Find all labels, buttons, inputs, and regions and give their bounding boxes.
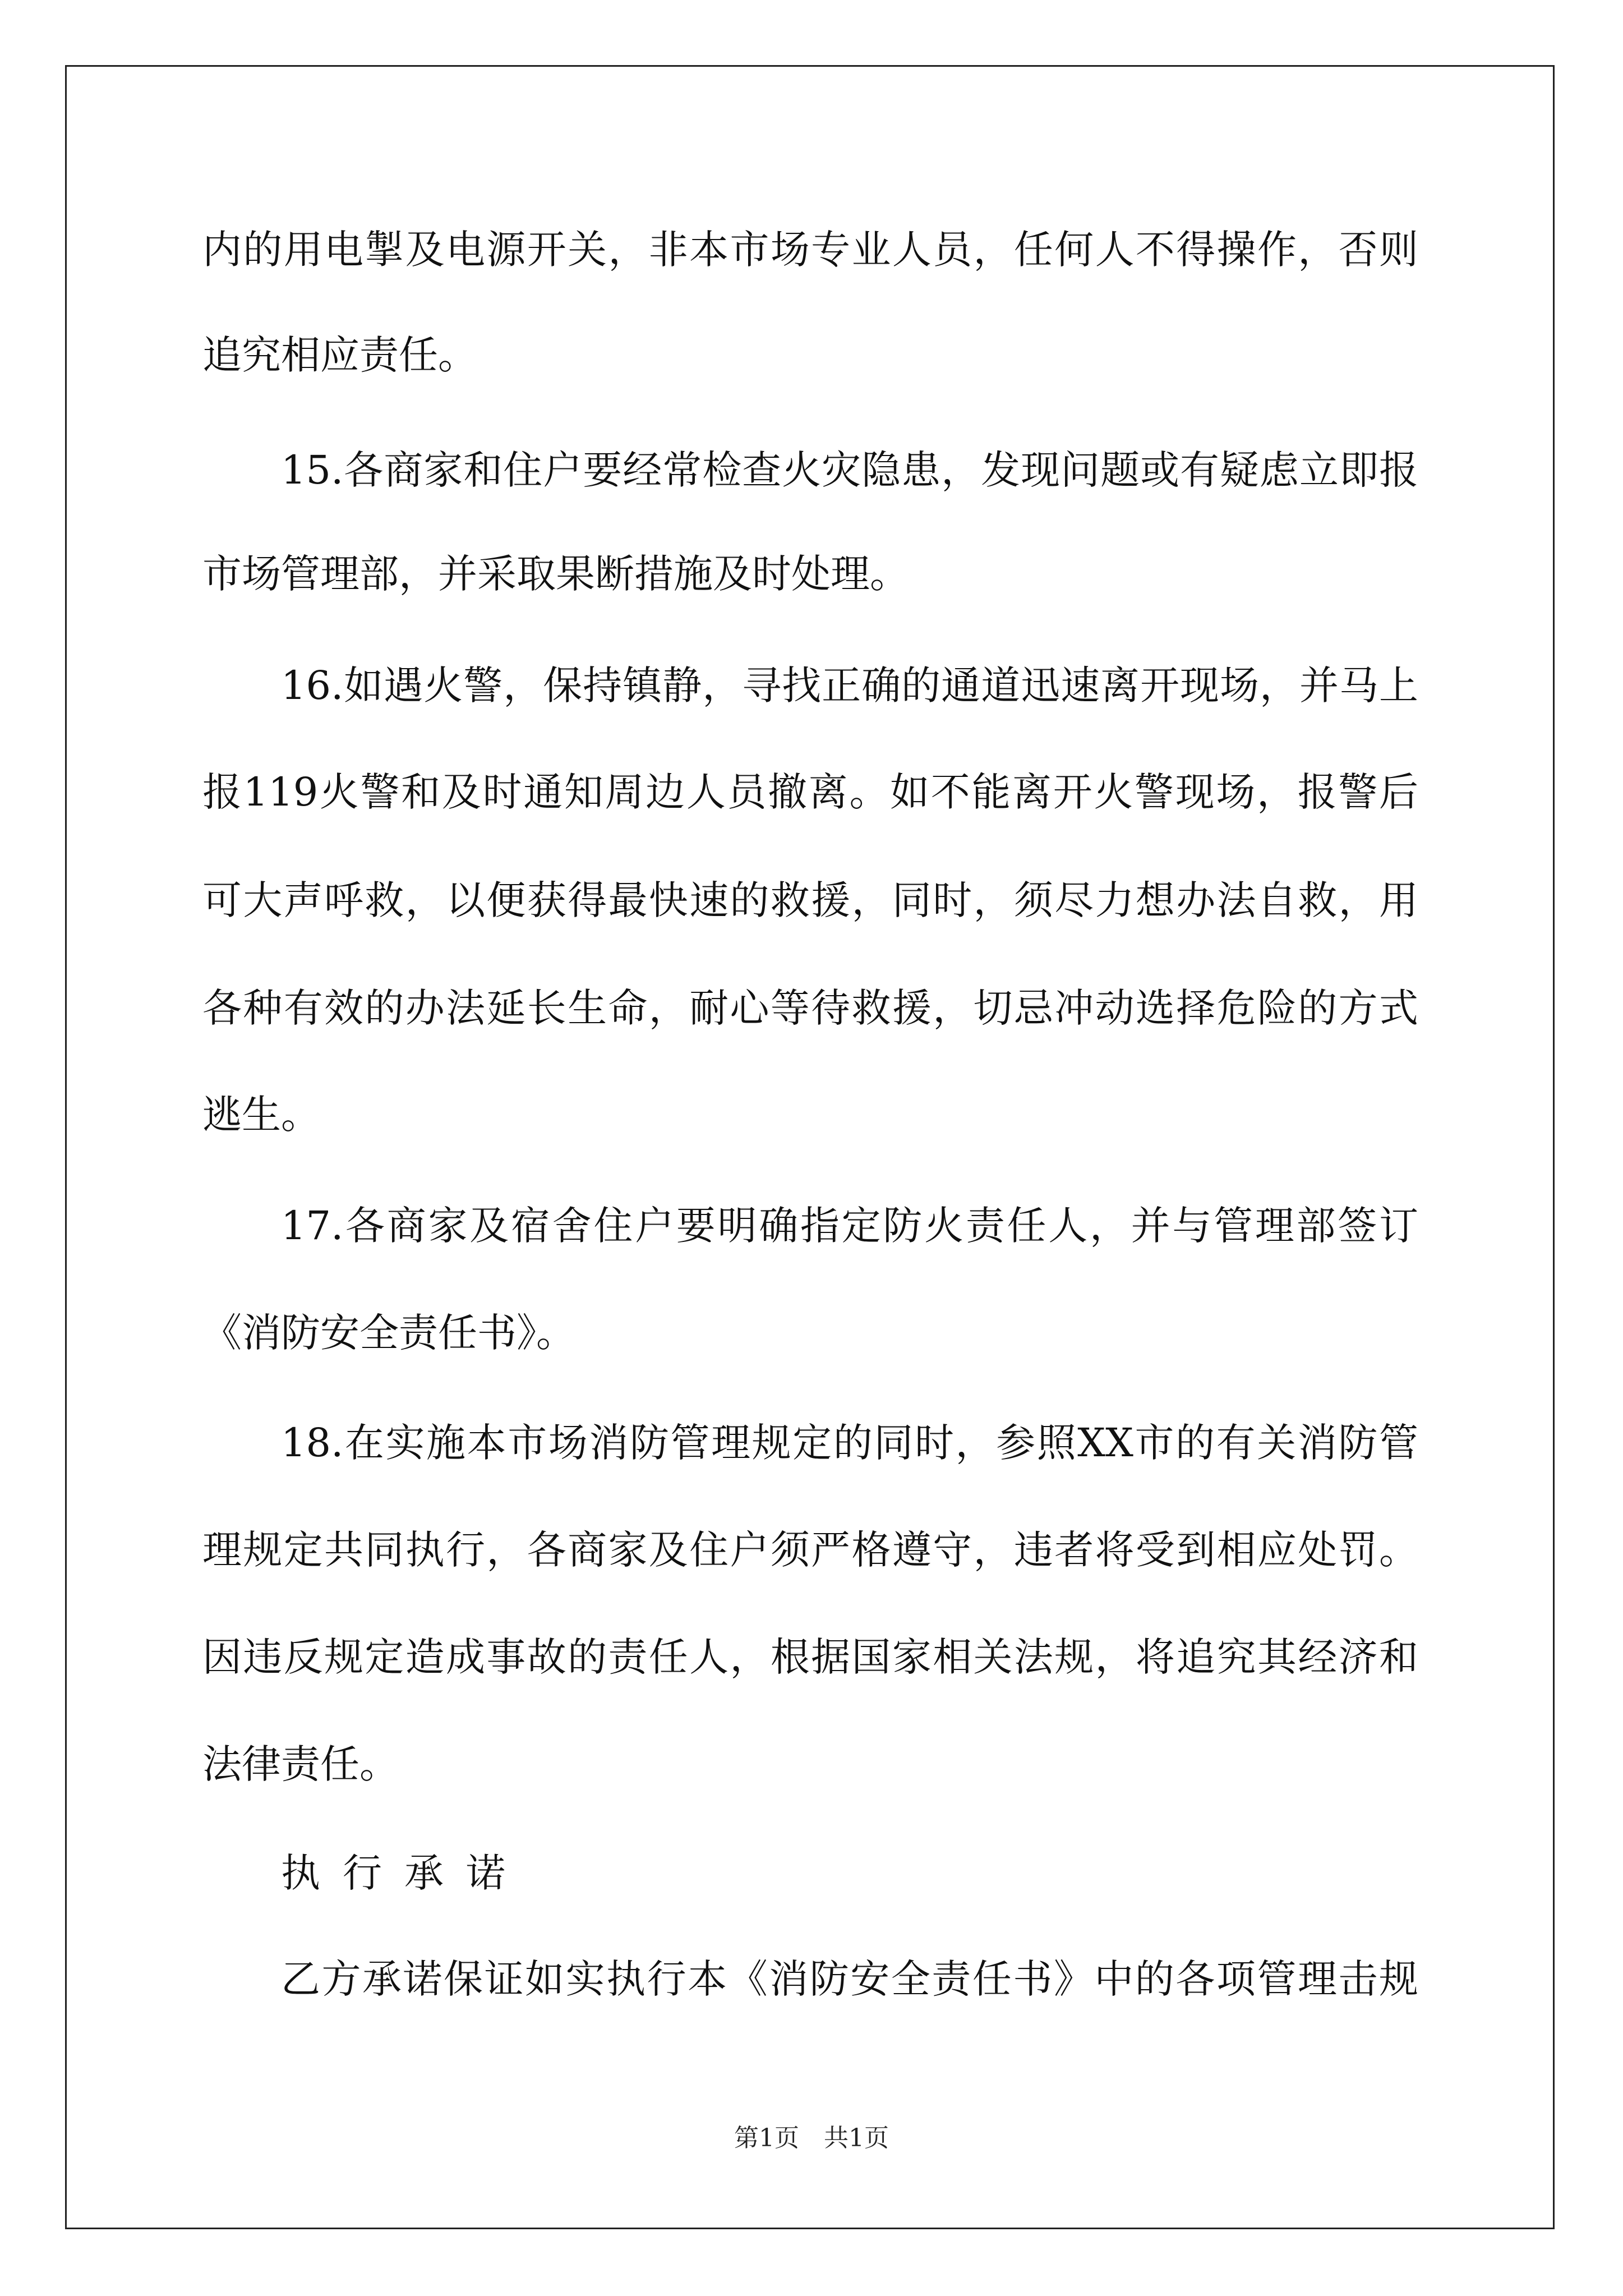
list-item-17: 17.各商家及宿舍住户要明确指定防火责任人，并与管理部签订 (281, 1203, 1418, 1249)
text-line: 各种有效的办法延长生命，耐心等待救援，切忌冲动选择危险的方式 (202, 985, 1418, 1031)
text-line: 市场管理部，并采取果断措施及时处理。 (202, 551, 909, 597)
text-line: 因违反规定造成事故的责任人，根据国家相关法规，将追究其经济和 (202, 1634, 1418, 1680)
page-number: 第1页 (734, 2124, 799, 2152)
section-heading: 执行承诺 (281, 1850, 528, 1896)
text-line: 法律责任。 (202, 1741, 399, 1787)
text-line: 报119火警和及时通知周边人员撤离。如不能离开火警现场，报警后 (202, 769, 1418, 815)
list-item-18: 18.在实施本市场消防管理规定的同时，参照XX市的有关消防管 (281, 1420, 1418, 1466)
list-item-15: 15.各商家和住户要经常检查火灾隐患，发现问题或有疑虑立即报 (281, 447, 1418, 493)
page-footer (0, 2122, 1623, 2155)
text-line: 《消防安全责任书》。 (202, 1310, 575, 1356)
text-line: 内的用电掣及电源开关，非本市场专业人员，任何人不得操作，否则 (202, 227, 1418, 273)
text-line: 乙方承诺保证如实执行本《消防安全责任书》中的各项管理击规 (281, 1956, 1418, 2002)
text-line: 理规定共同执行，各商家及住户须严格遵守，违者将受到相应处罚。 (202, 1527, 1418, 1573)
page-total: 共1页 (824, 2124, 889, 2152)
text-line: 逃生。 (202, 1092, 320, 1138)
text-line: 可大声呼救，以便获得最快速的救援，同时，须尽力想办法自救，用 (202, 877, 1418, 923)
list-item-16: 16.如遇火警，保持镇静，寻找正确的通道迅速离开现场，并马上 (281, 662, 1418, 708)
page-border (65, 65, 1555, 2229)
text-line: 追究相应责任。 (202, 332, 477, 378)
